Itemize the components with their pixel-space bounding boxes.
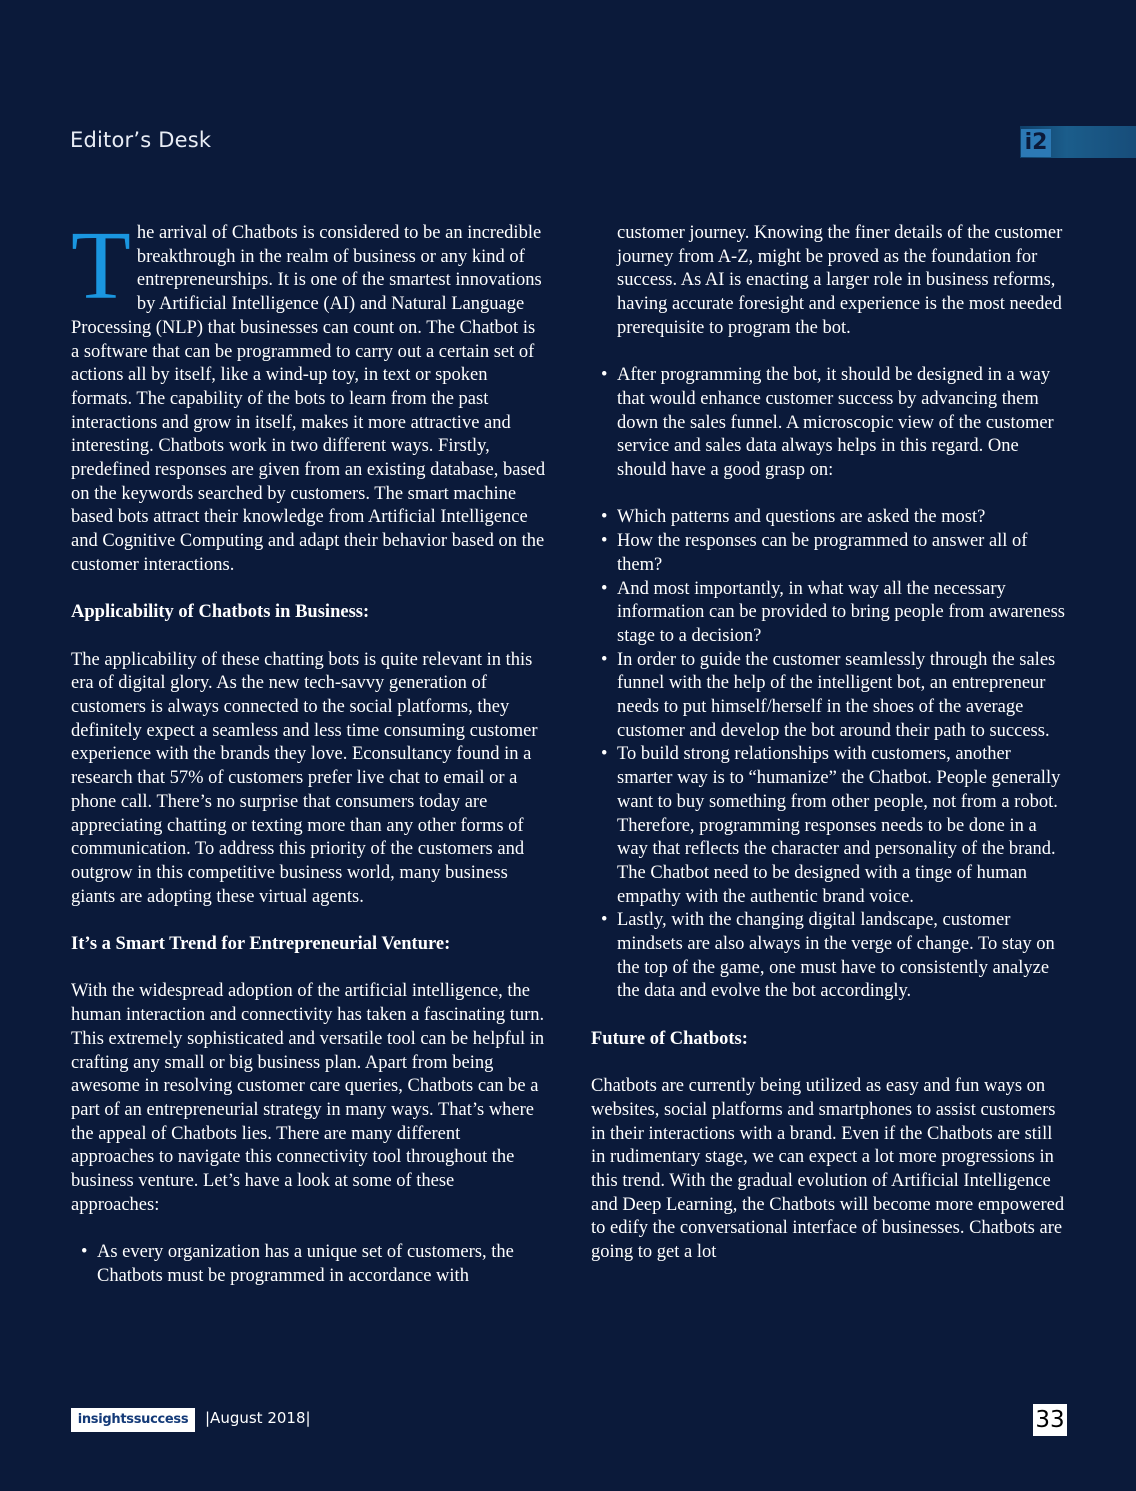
heading-future: Future of Chatbots: <box>591 1028 748 1049</box>
intro-text: he arrival of Chatbots is considered to be an incredible breakthrough in the realm of business or any kind of entrepreneurships. It is one of the smartest innovations by Artificial Intelligence (AI) and Natural Language Processing (NLP) that businesses can count on. The Chatbot is a software that can be programmed to carry out a certain set of actions all by itself, like a wind-up toy, in text or spoken formats. The capability of the bots to learn from the past interactions and grow in itself, makes it more attractive and interesting. Chatbots work in two different ways. Firstly, predefined responses are given from an existing database, based on the keywords searched by customers. The smart machine based bots attract their knowledge from Artificial Intelligence and Cognitive Computing and adapt their behavior based on the customer interactions. <box>71 223 546 575</box>
paragraph-smart-trend: With the widespread adoption of the artificial intelligence, the human interaction and connectivity has taken a fascinating turn. This extremely sophisticated and versatile tool can be helpful in crafting any small or big business plan. Apart from being awesome in resolving customer care queries, Chatbots can be a part of an entrepreneurial strategy in many ways. That’s where the appeal of Chatbots lies. There are many different approaches to navigate this connectivity tool throughout the business venture. Let’s have a look at some of these approaches: <box>71 981 545 1215</box>
left-column <box>71 212 547 1289</box>
paragraph-future: Chatbots are currently being utilized as easy and fun ways on websites, social platforms and smartphones to assist customers in their interactions with a brand. Even if the Chatbots are still in rudimentary stage, we can expect a lot more progressions in this trend. With the gradual evolution of Artificial Intelligence and Deep Learning, the Chatbots will become more empowered to edify the conversational interface of businesses. Chatbots are going to get a lot <box>591 1076 1065 1263</box>
list-item: • To build strong relationships with customers, another smarter way is to “humanize” the Chatbot. People generally want to buy something from other people, not from a robot. Therefore, programming responses needs to be done in a way that reflects the character and personality of the brand. The Chatbot need to be designed with a tinge of human empathy with the authentic brand voice. <box>591 743 1066 909</box>
drop-cap: T <box>71 212 131 320</box>
approach-list-left <box>71 1241 547 1288</box>
list-item: • As every organization has a unique set of customers, the Chatbots must be programmed in accordance with <box>71 1241 547 1288</box>
list-item: • Lastly, with the changing digital landscape, customer mindsets are also always in the verge of change. To stay on the top of the game, one must have to consistently analyze the data and evolve the bot accordingly. <box>591 909 1066 1004</box>
section-label: Editor’s Desk <box>70 128 212 152</box>
question-list <box>591 506 1066 1004</box>
list-item: • How the responses can be programmed to answer all of them? <box>591 530 1066 577</box>
list-item: • And most importantly, in what way all the necessary information can be provided to bring people from awareness stage to a decision? <box>591 578 1066 649</box>
approach-list-right <box>591 364 1066 483</box>
heading-smart-trend: It’s a Smart Trend for Entrepreneurial Venture: <box>71 934 451 955</box>
list-item: • In order to guide the customer seamlessly through the sales funnel with the help of the intelligent bot, an entrepreneur needs to put himself/herself in the shoes of the average customer and develop the bot around their path to success. <box>591 649 1066 744</box>
magazine-logo: insightssuccess <box>71 1408 195 1432</box>
list-item: • Which patterns and questions are asked the most? <box>591 506 1066 530</box>
brand-logo-icon: i2 <box>1021 129 1051 157</box>
heading-applicability: Applicability of Chatbots in Business: <box>71 602 370 623</box>
issue-date: |August 2018| <box>205 1409 311 1427</box>
page-number: 33 <box>1033 1404 1067 1436</box>
intro-paragraph <box>71 212 547 578</box>
paragraph-applicability: The applicability of these chatting bots is quite relevant in this era of digital glory. As the new tech-savvy generation of customers is always connected to the social platforms, they definitely expect a seamless and less time consuming customer experience with the brands they love. Econsultancy found in a research that 57% of customers prefer live chat to email or a phone call. There’s no surprise that consumers today are appreciating chatting or texting more than any other forms of communication. To address this priority of the customers and outgrow in this competitive business world, many business giants are adopting these virtual agents. <box>71 649 538 907</box>
right-column <box>591 222 1066 1289</box>
list-item: • After programming the bot, it should be designed in a way that would enhance customer success by advancing them down the sales funnel. A microscopic view of the customer service and sales data always helps in this regard. One should have a good grasp on: <box>591 364 1066 483</box>
continuation-paragraph: customer journey. Knowing the finer details of the customer journey from A-Z, might be proved as the foundation for success. As AI is enacting a larger role in business reforms, having accurate foresight and experience is the most needed prerequisite to program the bot. <box>617 223 1063 338</box>
